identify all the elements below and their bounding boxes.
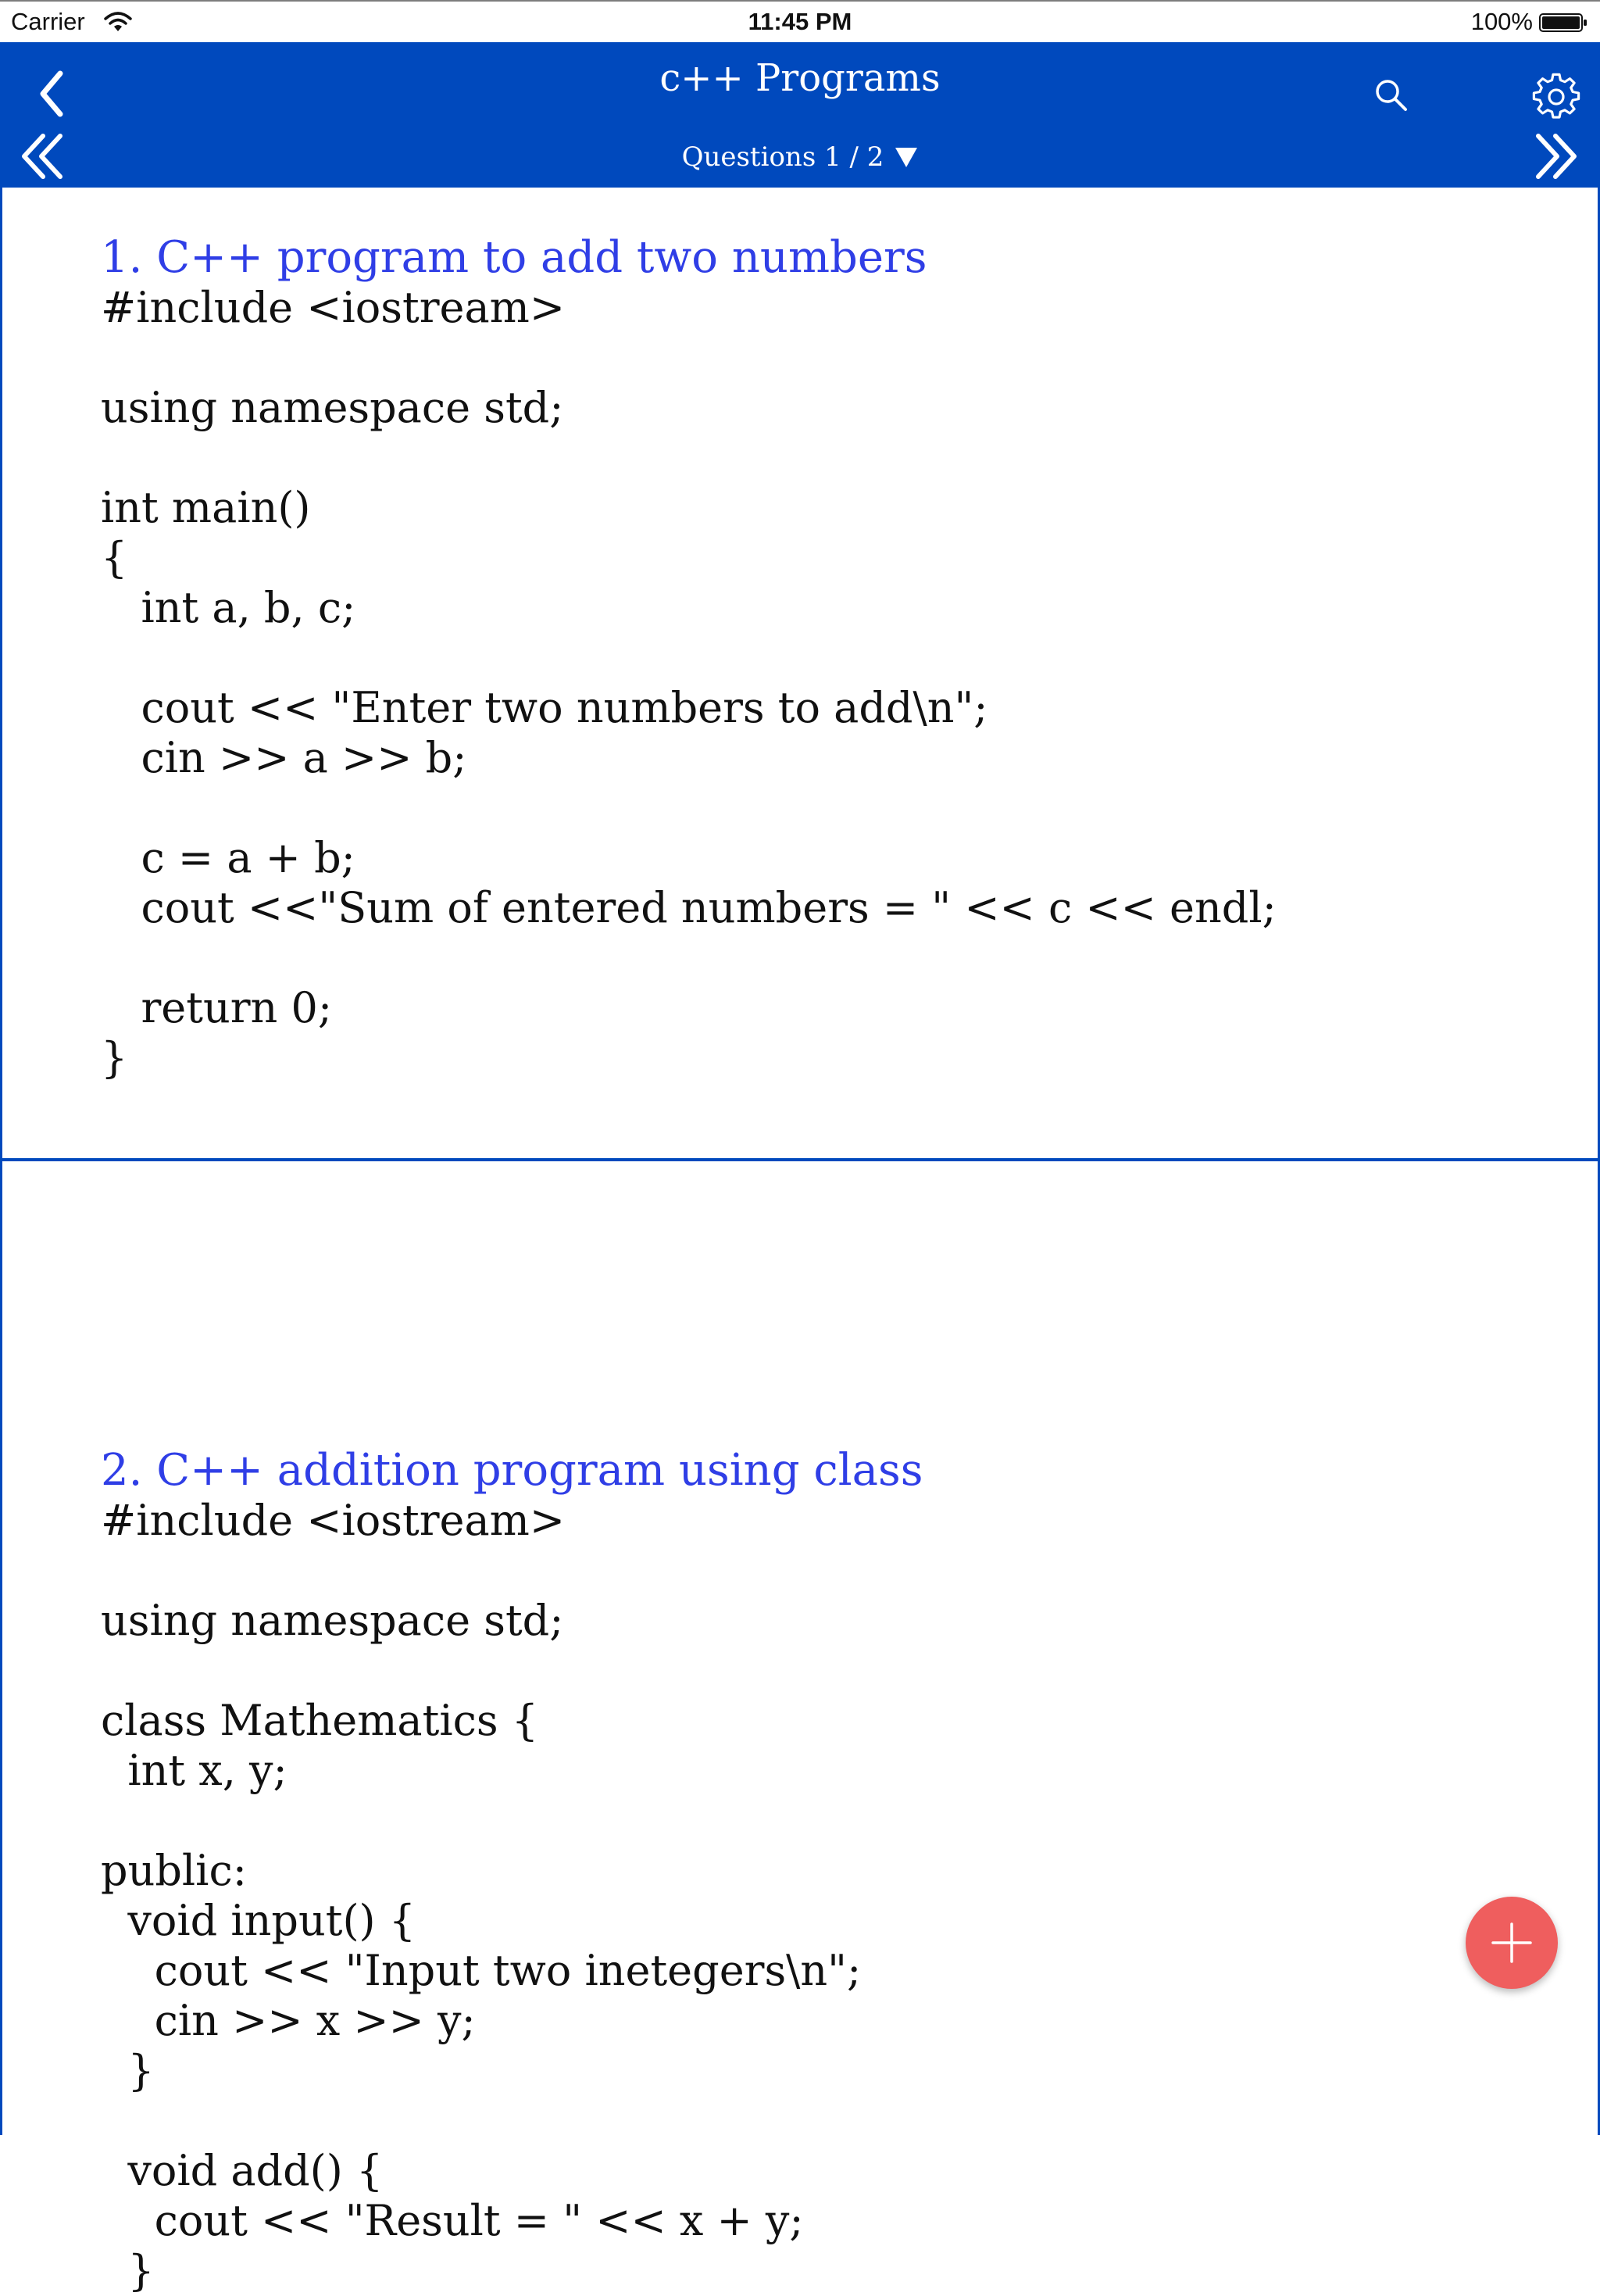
first-question-button[interactable] bbox=[16, 127, 70, 186]
questions-list[interactable] bbox=[0, 188, 1600, 2295]
plus-icon bbox=[1490, 1921, 1534, 1965]
question-title: 2. C++ addition program using class bbox=[101, 1445, 923, 1496]
double-chevron-right-icon bbox=[1532, 132, 1579, 181]
settings-button[interactable] bbox=[1523, 64, 1589, 130]
question-selector-label: Questions 1 / 2 bbox=[681, 141, 884, 173]
double-chevron-left-icon bbox=[20, 132, 66, 181]
status-bar bbox=[0, 0, 1600, 42]
gear-icon bbox=[1533, 73, 1580, 120]
code-snippet: #include <iostream> using namespace std; class Mathematics { int x, y; public: void input() { cout << "Input two inetegers\n"; cin >> x >> y; } void add() { cout << "Result = " << x + y; } bbox=[101, 1496, 862, 2295]
navigation-bar bbox=[0, 42, 1600, 188]
code-snippet: #include <iostream> using namespace std; int main() { int a, b, c; cout << "Enter two numbers to add\n"; cin >> a >> b; c = a + b; cout <<"Sum of entered numbers = " << c << endl; return 0; } bbox=[101, 283, 1277, 1082]
question-card bbox=[2, 188, 1598, 1161]
question-title: 1. C++ program to add two numbers bbox=[101, 232, 927, 283]
search-button[interactable] bbox=[1363, 64, 1420, 127]
next-question-button[interactable] bbox=[1528, 127, 1583, 186]
add-button[interactable] bbox=[1466, 1897, 1558, 1989]
chevron-left-icon bbox=[35, 69, 66, 119]
search-icon bbox=[1373, 77, 1410, 114]
page-title: c++ Programs bbox=[659, 56, 941, 100]
status-time: 11:45 PM bbox=[748, 8, 852, 35]
question-selector[interactable] bbox=[680, 130, 920, 184]
back-button[interactable] bbox=[23, 63, 78, 125]
carrier-label: Carrier bbox=[11, 8, 85, 35]
battery-percentage: 100% bbox=[1470, 8, 1533, 35]
triangle-down-icon bbox=[895, 146, 918, 168]
battery-icon bbox=[1539, 13, 1588, 32]
